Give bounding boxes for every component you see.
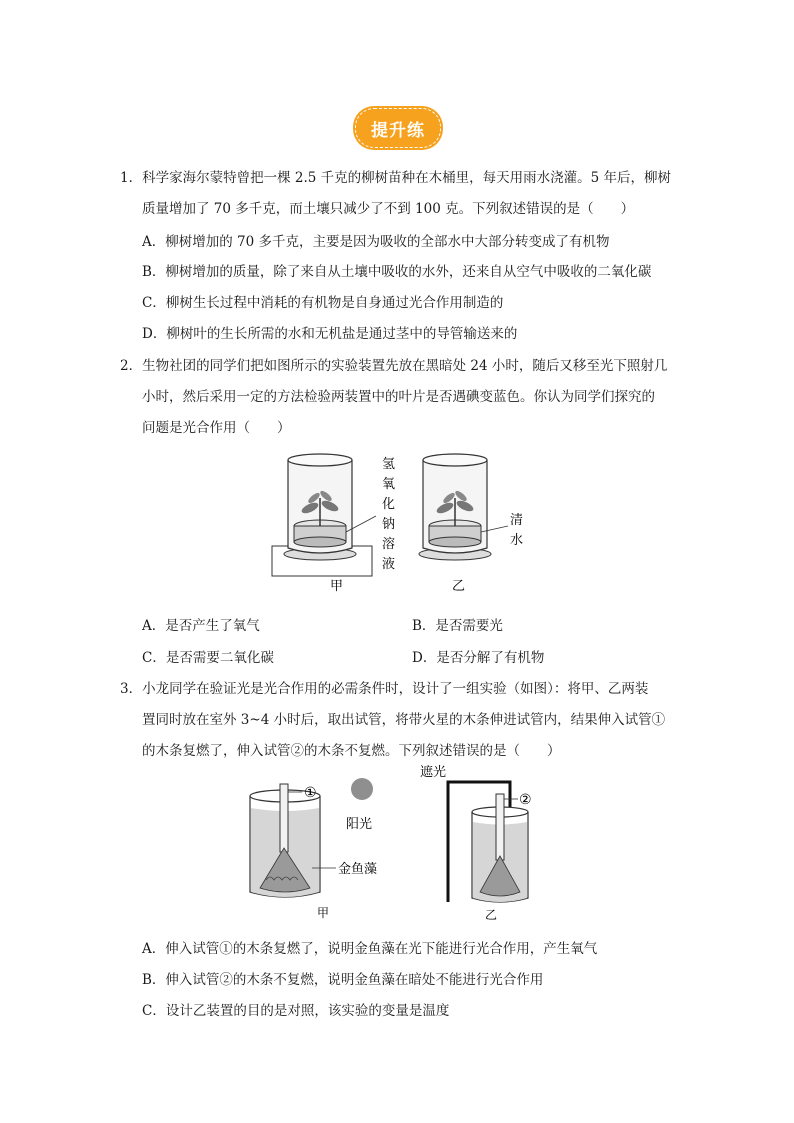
q1-option-b: B．柳树增加的质量，除了来自从土壤中吸收的水外，还来自从空气中吸收的二氧化碳 — [142, 264, 652, 280]
naoh-label-char-3: 化 — [382, 497, 396, 512]
q1-stem-line2: 质量增加了 70 多千克，而土壤只减少了不到 100 克。下列叙述错误的是（ ） — [142, 201, 635, 217]
tube2-label: ② — [519, 792, 532, 808]
q3-stem-line2: 置同时放在室外 3~4 小时后，取出试管，将带火星的木条伸进试管内，结果伸入试管① — [142, 712, 666, 728]
naoh-label-char-1: 氢 — [382, 457, 396, 472]
q3-figure — [240, 762, 532, 924]
q1-option-d: D．柳树叶的生长所需的水和无机盐是通过茎中的导管输送来的 — [142, 326, 518, 342]
sun-icon — [351, 778, 373, 800]
naoh-label-char-6: 液 — [382, 557, 396, 572]
shade-label: 遮光 — [420, 765, 447, 780]
q3-stem-line1: 3．小龙同学在验证光是光合作用的必需条件时，设计了一组实验（如图）：将甲、乙两装 — [120, 681, 649, 697]
q3-caption-left: 甲 — [317, 906, 330, 920]
q1-option-a: A．柳树增加的 70 多千克，主要是因为吸收的全部水中大部分转变成了有机物 — [142, 234, 610, 250]
plant-label: 金鱼藻 — [338, 862, 378, 877]
naoh-label-char-2: 氧 — [382, 477, 396, 492]
beaker-setup-left — [250, 784, 336, 897]
jar-apparatus-left — [272, 454, 376, 576]
q2-stem-line1: 2．生物社团的同学们把如图所示的实验装置先放在黑暗处 24 小时，随后又移至光下照射几 — [120, 358, 668, 374]
q3-option-a: A．伸入试管①的木条复燃了，说明金鱼藻在光下能进行光合作用，产生氧气 — [142, 941, 598, 957]
q2-option-d: D．是否分解了有机物 — [412, 650, 545, 666]
section-badge-wrapper — [355, 108, 441, 148]
q2-caption-right: 乙 — [452, 579, 466, 594]
q3-option-c: C．设计乙装置的目的是对照，该实验的变量是温度 — [142, 1003, 450, 1019]
q3-caption-right: 乙 — [485, 908, 498, 922]
sun-label: 阳光 — [346, 817, 373, 832]
beaker-setup-right — [472, 794, 528, 902]
q1-option-c: C．柳树生长过程中消耗的有机物是自身通过光合作用制造的 — [142, 295, 504, 311]
naoh-label-char-5: 溶 — [382, 537, 396, 552]
tube1-label: ① — [304, 785, 317, 801]
q2-option-b: B．是否需要光 — [412, 618, 503, 634]
naoh-label-char-4: 钠 — [382, 517, 396, 532]
section-badge: 提升练 — [355, 108, 441, 148]
q1-stem-line1: 1．科学家海尔蒙特曾把一棵 2.5 千克的柳树苗种在木桶里，每天用雨水浇灌。5 年后，柳树 — [120, 170, 672, 186]
q2-stem-line2: 小时，然后采用一定的方法检验两装置中的叶片是否遇碘变蓝色。你认为同学们探究的 — [142, 389, 655, 405]
q3-stem-line3: 的木条复燃了，伸入试管②的木条不复燃。下列叙述错误的是（ ） — [142, 743, 561, 759]
q2-option-c: C．是否需要二氧化碳 — [142, 650, 274, 666]
q2-stem-line3: 问题是光合作用（ ） — [142, 420, 291, 436]
q2-caption-left: 甲 — [330, 579, 344, 594]
water-label-char-2: 水 — [510, 533, 524, 548]
q3-option-b: B．伸入试管②的木条不复燃，说明金鱼藻在暗处不能进行光合作用 — [142, 972, 544, 988]
naoh-solution-label — [382, 457, 395, 572]
q2-figure — [270, 446, 530, 596]
q2-option-a: A．是否产生了氧气 — [142, 618, 260, 634]
water-label — [510, 512, 523, 548]
jar-apparatus-right — [419, 454, 508, 560]
water-label-char-1: 清 — [510, 513, 524, 528]
